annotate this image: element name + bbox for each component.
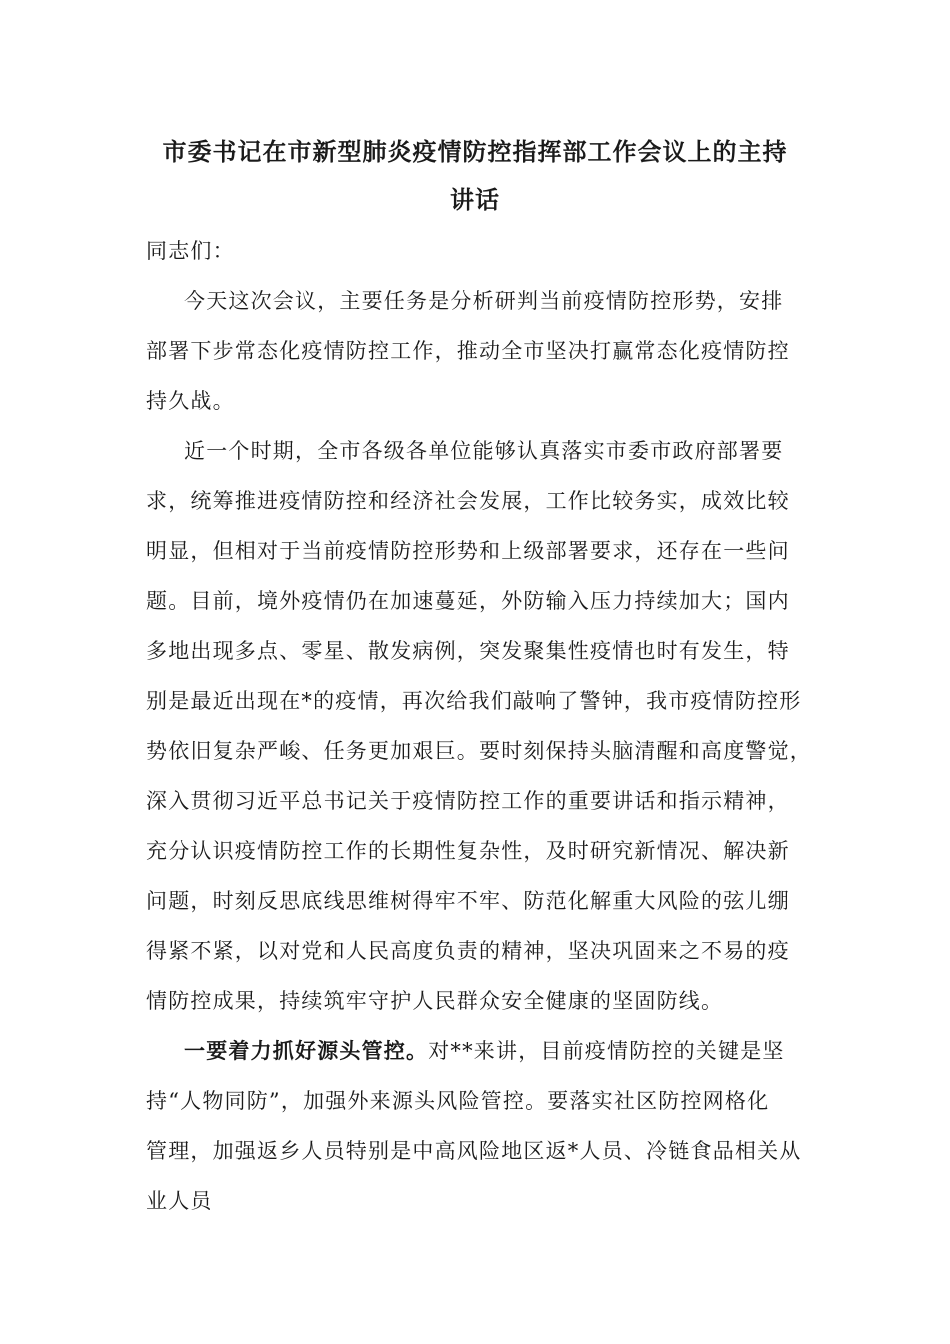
paragraph-line: 明显，但相对于当前疫情防控形势和上级部署要求，还存在一些问 bbox=[146, 539, 790, 563]
paragraph-line: 今天这次会议，主要任务是分析研判当前疫情防控形势，安排 bbox=[184, 289, 784, 313]
paragraph-line: 持久战。 bbox=[146, 389, 235, 413]
paragraph-line: 势依旧复杂严峻、任务更加艰巨。要时刻保持头脑清醒和高度警觉， bbox=[146, 739, 812, 763]
paragraph-line bbox=[184, 1036, 785, 1066]
section-heading: 一要着力抓好源头管控。 bbox=[184, 1038, 429, 1063]
paragraph-line: 充分认识疫情防控工作的长期性复杂性，及时研究新情况、解决新 bbox=[146, 839, 790, 863]
paragraph-line: 部署下步常态化疫情防控工作，推动全市坚决打赢常态化疫情防控 bbox=[146, 339, 790, 363]
paragraph-line: 深入贯彻习近平总书记关于疫情防控工作的重要讲话和指示精神， bbox=[146, 789, 790, 813]
paragraph-line: 业人员 bbox=[146, 1189, 213, 1213]
salutation: 同志们： bbox=[146, 239, 235, 263]
paragraph-line: 求，统筹推进疫情防控和经济社会发展，工作比较务实，成效比较 bbox=[146, 489, 790, 513]
paragraph-line: 问题，时刻反思底线思维树得牢不牢、防范化解重大风险的弦儿绷 bbox=[146, 889, 790, 913]
title-line-1: 市委书记在市新型肺炎疫情防控指挥部工作会议上的主持 bbox=[162, 137, 788, 166]
paragraph-line: 别是最近出现在*的疫情，再次给我们敲响了警钟，我市疫情防控形 bbox=[146, 689, 802, 713]
paragraph-line: 题。目前，境外疫情仍在加速蔓延，外防输入压力持续加大；国内 bbox=[146, 589, 790, 613]
paragraph-line: 管理，加强返乡人员特别是中高风险地区返*人员、冷链食品相关从 bbox=[146, 1139, 802, 1163]
page-title bbox=[140, 128, 810, 224]
paragraph-line: 多地出现多点、零星、散发病例，突发聚集性疫情也时有发生，特 bbox=[146, 639, 790, 663]
title-line-2: 讲话 bbox=[450, 185, 500, 214]
section-heading-rest: 对**来讲，目前疫情防控的关键是坚 bbox=[428, 1039, 785, 1063]
paragraph-line: 情防控成果，持续筑牢守护人民群众安全健康的坚固防线。 bbox=[146, 989, 724, 1013]
paragraph-line: 得紧不紧，以对党和人民高度负责的精神，坚决巩固来之不易的疫 bbox=[146, 939, 790, 963]
paragraph-line: 近一个时期，全市各级各单位能够认真落实市委市政府部署要 bbox=[184, 439, 784, 463]
paragraph-line: 持“人物同防”，加强外来源头风险管控。要落实社区防控网格化 bbox=[146, 1089, 770, 1113]
